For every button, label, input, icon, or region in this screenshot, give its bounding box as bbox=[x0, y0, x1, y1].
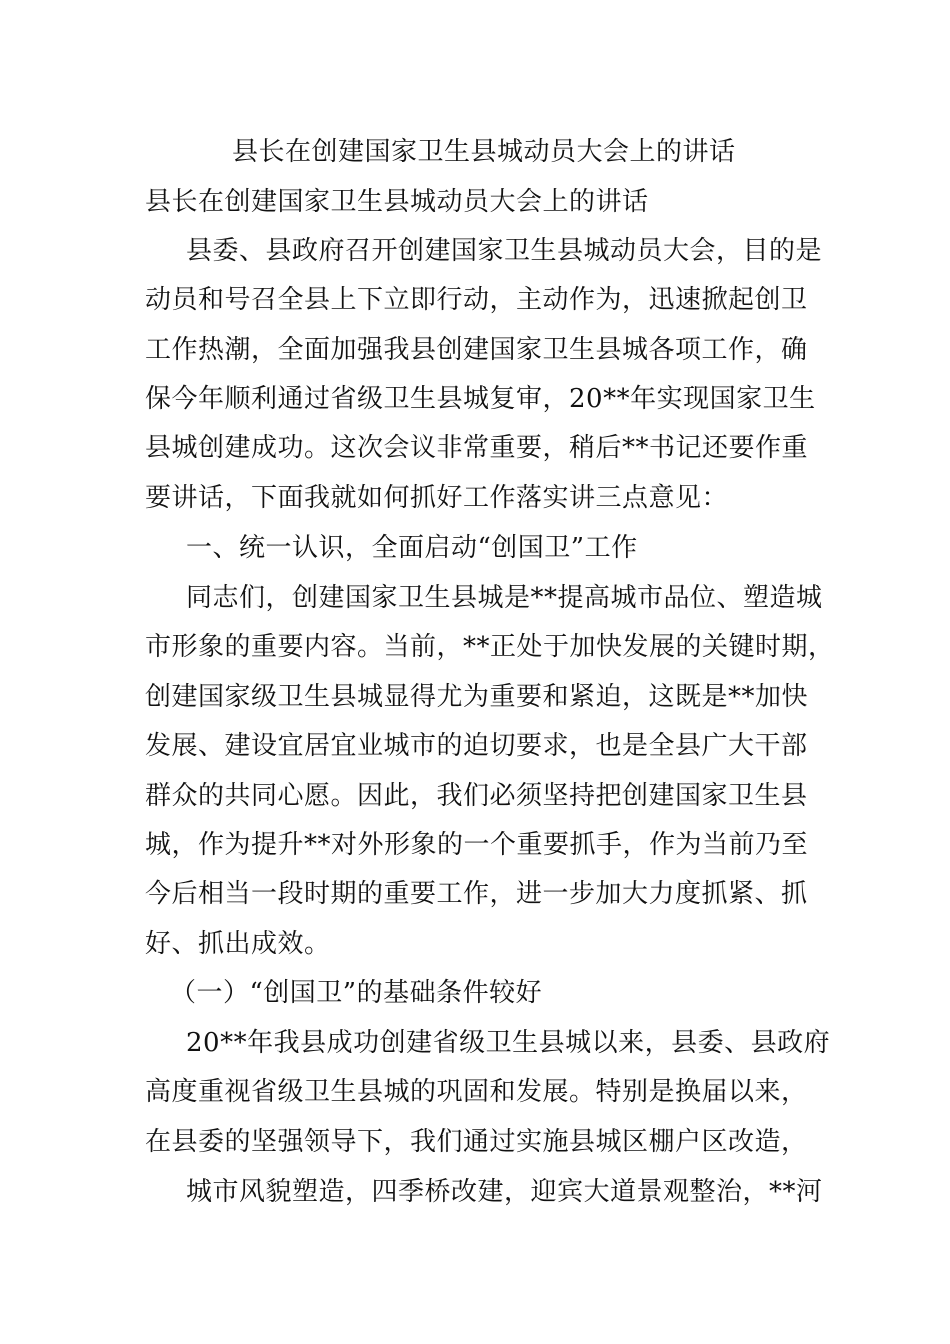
paragraph-line: 发展、建设宜居宜业城市的迫切要求，也是全县广大干部 bbox=[145, 731, 808, 761]
paragraph-line: 要讲话，下面我就如何抓好工作落实讲三点意见： bbox=[145, 483, 729, 513]
paragraph-line: 高度重视省级卫生县城的巩固和发展。特别是换届以来， bbox=[145, 1077, 808, 1107]
paragraph-line: 城市风貌塑造，四季桥改建，迎宾大道景观整治，**河 bbox=[186, 1177, 823, 1207]
paragraph-line: 好、抓出成效。 bbox=[145, 929, 331, 959]
document-subtitle: 县长在创建国家卫生县城动员大会上的讲话 bbox=[145, 187, 649, 217]
paragraph-line: 动员和号召全县上下立即行动，主动作为，迅速掀起创卫 bbox=[145, 285, 808, 315]
paragraph-line: 城，作为提升**对外形象的一个重要抓手，作为当前乃至 bbox=[145, 830, 809, 860]
section-heading: 一、统一认识，全面启动“创国卫”工作 bbox=[186, 533, 638, 563]
paragraph-line: 在县委的坚强领导下，我们通过实施县城区棚户区改造， bbox=[145, 1127, 808, 1157]
paragraph-line: 县委、县政府召开创建国家卫生县城动员大会，目的是 bbox=[186, 236, 823, 266]
paragraph-line: 保今年顺利通过省级卫生县城复审，20**年实现国家卫生 bbox=[145, 384, 816, 414]
subsection-heading: （一）“创国卫”的基础条件较好 bbox=[170, 978, 543, 1008]
paragraph-line: 市形象的重要内容。当前，**正处于加快发展的关键时期， bbox=[145, 632, 835, 662]
paragraph-line: 今后相当一段时期的重要工作，进一步加大力度抓紧、抓 bbox=[145, 879, 808, 909]
paragraph-line: 20**年我县成功创建省级卫生县城以来，县委、县政府 bbox=[186, 1028, 831, 1058]
paragraph-line: 工作热潮，全面加强我县创建国家卫生县城各项工作，确 bbox=[145, 335, 808, 365]
paragraph-line: 群众的共同心愿。因此，我们必须坚持把创建国家卫生县 bbox=[145, 781, 808, 811]
paragraph-line: 同志们，创建国家卫生县城是**提高城市品位、塑造城 bbox=[186, 583, 823, 613]
paragraph-line: 县城创建成功。这次会议非常重要，稍后**书记还要作重 bbox=[145, 433, 809, 463]
document-title: 县长在创建国家卫生县城动员大会上的讲话 bbox=[232, 137, 736, 167]
paragraph-line: 创建国家级卫生县城显得尤为重要和紧迫，这既是**加快 bbox=[145, 682, 809, 712]
